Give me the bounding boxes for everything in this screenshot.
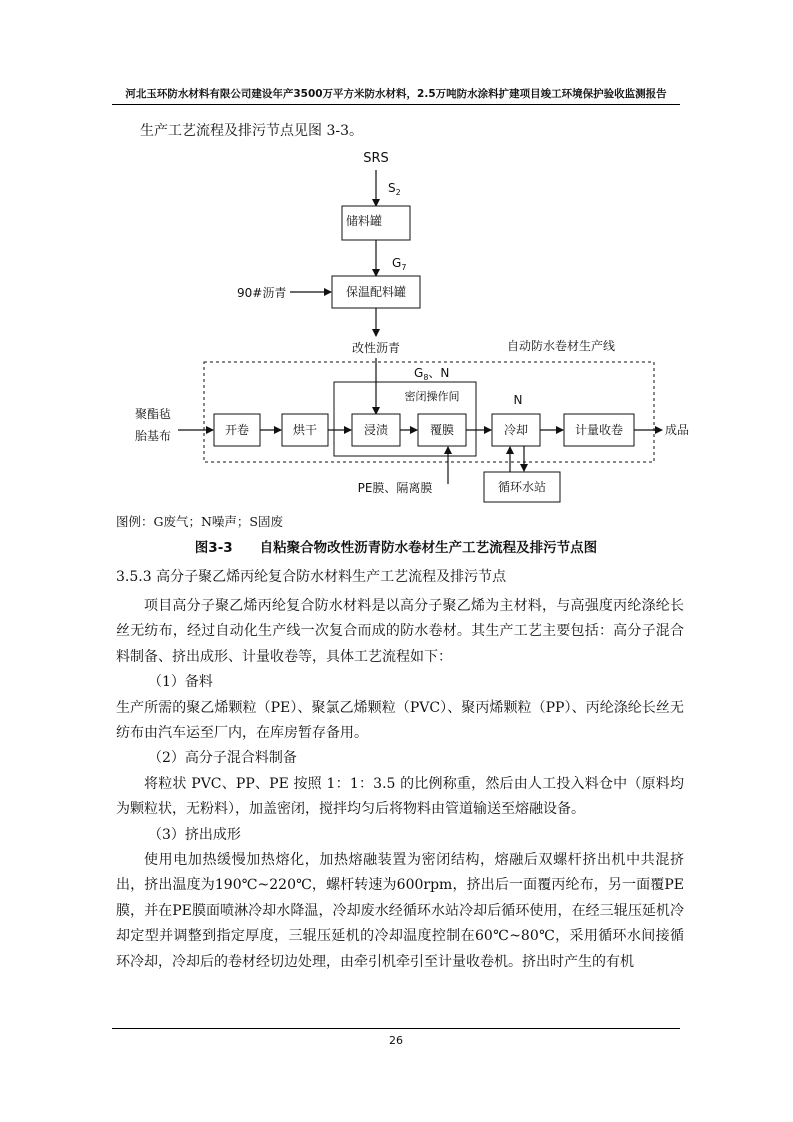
body-text [116, 594, 684, 975]
footer-divider [112, 1028, 680, 1029]
section-heading: 3.5.3 高分子聚乙烯丙纶复合防水材料生产工艺流程及排污节点 [116, 569, 507, 585]
g8-n-label: $G_8$、N [414, 366, 450, 382]
step-laminate-label: 覆膜 [429, 423, 455, 437]
step-unwind-label: 开卷 [224, 423, 250, 437]
paragraph: 将粒状 PVC、PP、PE 按照 1：1：3.5 的比例称重，然后由人工投入料仓中（原料均为颗粒状，无粉料），加盖密闭，搅拌均匀后将物料由管道输送至熔融设备。 [116, 775, 684, 818]
sub-heading: （3）挤出成形 [148, 826, 241, 843]
s2-label: $S_2$ [388, 181, 401, 197]
figure-caption: 图3-3 自粘聚合物改性沥青防水卷材生产工艺流程及排污节点图 [194, 540, 598, 556]
sub-heading: （1）备料 [148, 674, 213, 691]
paragraph: 使用电加热缓慢加热熔化，加热熔融装置为密闭结构，熔融后双螺杆挤出机中共混挤出，挤出温度为190℃~220℃，螺杆转速为600rpm，挤出后一面覆丙纶布，另一面覆PE膜，并在PE膜面喷淋冷却水降温，冷却废水经循环水站冷却后循环使用，在经三辊压延机冷却定型并调整到指定厚度，三辊压延机的冷却温度控制在60℃~80℃，采用循环水间接循环冷却，冷却后的卷材经切边处理，由牵引机牵引至计量收卷机。挤出时产生的有机 [116, 852, 684, 970]
mixing-tank-label: 保温配料罐 [345, 285, 407, 299]
sub-heading: （2）高分子混合料制备 [148, 750, 297, 767]
g7-label: $G_7$ [392, 256, 407, 272]
header-divider [112, 104, 680, 105]
page-number: 26 [389, 1034, 403, 1047]
storage-tank-label: 储料罐 [345, 214, 383, 228]
substrate-label-1: 聚酯毡 [134, 407, 172, 421]
step-cool-label: 冷却 [503, 423, 529, 437]
process-flow-diagram [112, 140, 712, 510]
step-dry-label: 烘干 [292, 423, 318, 437]
diagram-legend: 图例：G废气；N噪声；S固废 [116, 514, 283, 529]
report-header: 河北玉环防水材料有限公司建设年产3500万平方米防水材料，2.5万吨防水涂料扩建项目竣工环境保护验收监测报告 [125, 88, 667, 100]
film-label: PE膜、隔离膜 [357, 481, 433, 495]
srs-label: SRS [363, 151, 389, 166]
asphalt-label: 90#沥青 [237, 286, 287, 300]
paragraph: 生产所需的聚乙烯颗粒（PE）、聚氯乙烯颗粒（PVC）、聚丙烯颗粒（PP）、丙纶涤纶长丝无纺布由汽车运至厂内，在库房暂存备用。 [116, 699, 684, 742]
n-noise-label: N [513, 393, 523, 407]
step-dip-label: 浸渍 [363, 423, 389, 437]
closed-room-label: 密闭操作间 [404, 390, 460, 403]
intro-text: 生产工艺流程及排污节点见图 3-3。 [140, 123, 363, 139]
substrate-label-2: 胎基布 [134, 429, 172, 443]
product-label: 成品 [665, 423, 690, 437]
production-line-label: 自动防水卷材生产线 [507, 339, 616, 353]
water-station-label: 循环水站 [497, 480, 547, 494]
modified-asphalt-label: 改性沥青 [351, 341, 401, 355]
paragraph: 项目高分子聚乙烯丙纶复合防水材料是以高分子聚乙烯为主材料，与高强度丙纶涤纶长丝无纺布，经过自动化生产线一次复合而成的防水卷材。其生产工艺主要包括：高分子混合料制备、挤出成形、计量收卷等，具体工艺流程如下： [116, 598, 684, 665]
step-reel-label: 计量收卷 [574, 423, 624, 437]
